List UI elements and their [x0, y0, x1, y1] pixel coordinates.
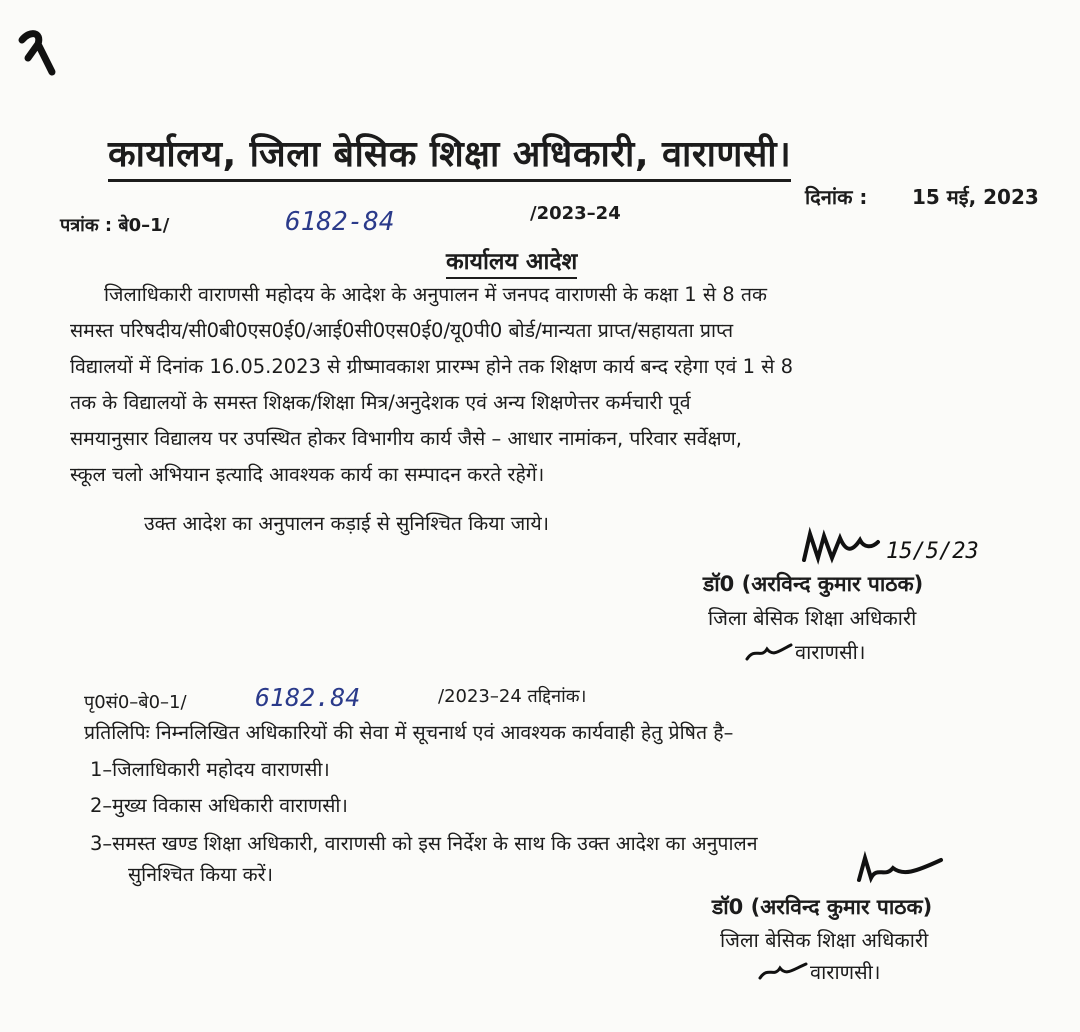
initials-2-scribble: [758, 960, 808, 982]
corner-pen-mark: [16, 24, 60, 80]
signature-2-scribble: [855, 850, 945, 890]
date-label: दिनांक :: [805, 185, 868, 209]
date-value: 15 मई, 2023: [912, 185, 1039, 209]
order-line-2: समस्त परिषदीय/सी0बी0एस0ई0/आई0सी0एस0ई0/यू0पी0 बोर्ड/मान्यता प्राप्त/सहायता प्राप्त: [70, 319, 734, 342]
reference-year: /2023–24: [530, 203, 621, 224]
copy-item-3-continued: सुनिश्चित किया करें।: [128, 863, 274, 886]
signatory-2-place: वाराणसी।: [810, 960, 881, 984]
copy-item-3: 3–समस्त खण्ड शिक्षा अधिकारी, वाराणसी को इस निर्देश के साथ कि उक्त आदेश का अनुपालन: [90, 832, 758, 855]
copy-reference-year: /2023–24 तद्दिनांक।: [438, 686, 587, 707]
order-line-1: जिलाधिकारी वाराणसी महोदय के आदेश के अनुपालन में जनपद वाराणसी के कक्षा 1 से 8 तक: [104, 283, 767, 306]
signatory-1-designation: जिला बेसिक शिक्षा अधिकारी: [708, 606, 917, 630]
signature-1: [800, 522, 980, 576]
reference-number-handwritten: 6182-84: [285, 207, 395, 237]
order-heading: कार्यालय आदेश: [446, 244, 577, 279]
order-line-3: विद्यालयों में दिनांक 16.05.2023 से ग्रीष्मावकाश प्रारम्भ होने तक शिक्षण कार्य बन्द रहेगा एवं 1 से 8: [70, 355, 794, 378]
copy-reference-label: पृ0सं0–बे0–1/: [84, 692, 187, 713]
signatory-2-name: डॉ0 (अरविन्द कुमार पाठक): [712, 895, 933, 919]
signatory-2-designation: जिला बेसिक शिक्षा अधिकारी: [720, 928, 929, 952]
order-line-4: तक के विद्यालयों के समस्त शिक्षक/शिक्षा मित्र/अनुदेशक एवं अन्य शिक्षणेत्तर कर्मचारी पूर्व: [70, 391, 691, 414]
copy-item-1: 1–जिलाधिकारी महोदय वाराणसी।: [90, 758, 330, 781]
signatory-1-place: वाराणसी।: [795, 640, 866, 664]
signature-1-scribble: [800, 522, 980, 572]
order-line-7: उक्त आदेश का अनुपालन कड़ाई से सुनिश्चित किया जाये।: [144, 512, 550, 535]
signatory-1-name: डॉ0 (अरविन्द कुमार पाठक): [703, 572, 924, 596]
initials-1-scribble: [745, 641, 793, 663]
order-line-5: समयानुसार विद्यालय पर उपस्थित होकर विभागीय कार्य जैसे – आधार नामांकन, परिवार सर्वेक्षण,: [70, 427, 742, 450]
copy-reference-handwritten: 6182.84: [255, 683, 361, 712]
signature-1-date: 15/5/23: [886, 539, 979, 564]
copy-intro: प्रतिलिपिः निम्नलिखित अधिकारियों की सेवा में सूचनार्थ एवं आवश्यक कार्यवाही हेतु प्रेषित है–: [84, 721, 734, 744]
order-line-6: स्कूल चलो अभियान इत्यादि आवश्यक कार्य का सम्पादन करते रहेगें।: [70, 463, 545, 486]
copy-item-2: 2–मुख्य विकास अधिकारी वाराणसी।: [90, 794, 348, 817]
reference-label: पत्रांक : बे0–1/: [60, 215, 170, 236]
office-title: कार्यालय, जिला बेसिक शिक्षा अधिकारी, वाराणसी।: [108, 128, 791, 182]
